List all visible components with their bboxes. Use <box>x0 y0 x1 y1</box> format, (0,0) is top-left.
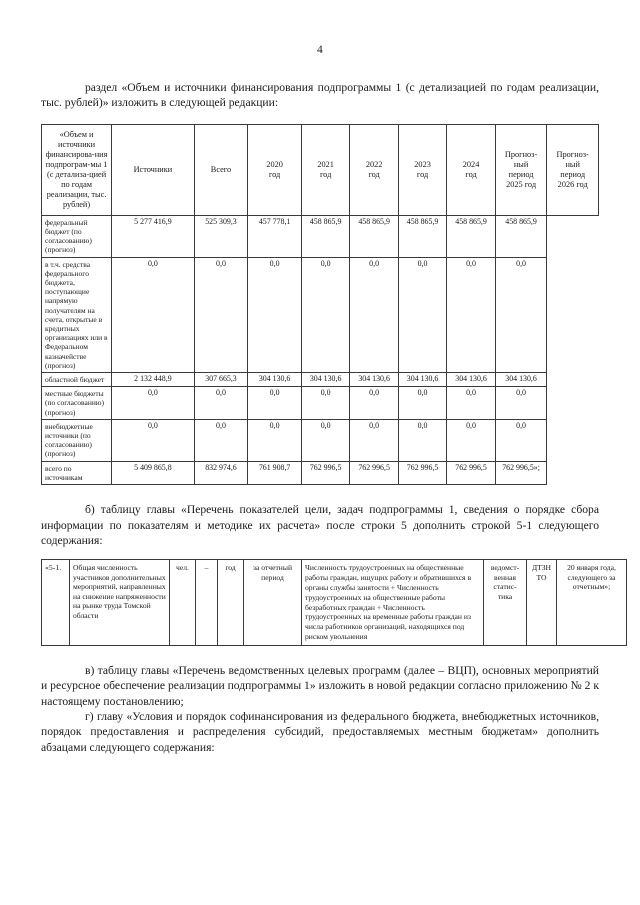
finance-cell-2020: 0,0 <box>194 387 248 420</box>
finance-cell-2026: 458 865,9 <box>495 215 547 257</box>
page-number: 4 <box>317 44 323 56</box>
finance-cell-2025: 0,0 <box>447 257 495 372</box>
finance-cell-2024: 762 996,5 <box>398 461 446 484</box>
indicator-row-unit: чел. <box>170 560 196 645</box>
indicator-table <box>41 559 627 645</box>
indicator-row-responsible: ДТЗН ТО <box>527 560 557 645</box>
finance-header-2024-word: год <box>465 169 477 179</box>
finance-header-2022-year: 2022 <box>365 159 383 169</box>
paragraph-b-block <box>41 502 599 548</box>
finance-table-header-row <box>42 124 599 215</box>
indicator-row-period: за отчетный период <box>244 560 302 645</box>
intro-paragraph-block <box>41 80 599 111</box>
table-row <box>42 215 599 257</box>
finance-cell-2021: 0,0 <box>248 387 302 420</box>
finance-cell-2024: 304 130,6 <box>398 373 446 387</box>
finance-cell-2022: 0,0 <box>301 387 349 420</box>
finance-cell-2023: 304 130,6 <box>350 373 398 387</box>
finance-cell-2020: 832 974,6 <box>194 461 248 484</box>
finance-cell-2022: 762 996,5 <box>301 461 349 484</box>
indicator-row-formula: Численность трудоустроенных на общественные работы граждан, ищущих работу и обратившихся в органы службы занятости + Численность трудоустроенных на общественные работы безработных граждан + Численность трудоустроенных на временные работы граждан из числа работников организаций, находящихся под риском увольнения <box>302 560 484 645</box>
finance-header-2022-word: год <box>368 169 380 179</box>
finance-cell-2024: 0,0 <box>398 387 446 420</box>
finance-cell-total: 5 409 865,8 <box>112 461 195 484</box>
finance-row-source: всего по источникам <box>42 461 112 484</box>
forecast-2026-line1: Прогноз- <box>556 149 589 159</box>
finance-cell-2025: 304 130,6 <box>447 373 495 387</box>
finance-cell-2026: 0,0 <box>495 387 547 420</box>
finance-header-2022 <box>350 124 398 215</box>
finance-cell-2024: 458 865,9 <box>398 215 446 257</box>
table-row <box>42 560 627 645</box>
table-row <box>42 461 599 484</box>
finance-table <box>41 124 599 485</box>
paragraph-g: г) главу «Условия и порядок софинансирования из федерального бюджета, внебюджетных источников, порядок предоставления и распределения субсидий, предоставляемых местным бюджетам» дополнить абзацами следующего содержания: <box>41 709 599 754</box>
finance-cell-2022: 458 865,9 <box>301 215 349 257</box>
finance-cell-2020: 307 665,3 <box>194 373 248 387</box>
finance-header-2023-year: 2023 <box>414 159 431 169</box>
finance-cell-total: 0,0 <box>112 419 195 461</box>
finance-cell-2023: 0,0 <box>350 419 398 461</box>
finance-cell-2026: 304 130,6 <box>495 373 547 387</box>
table-row <box>42 257 599 372</box>
finance-row-source: внебюджетные источники (по согласованию) (прогноз) <box>42 419 112 461</box>
finance-header-2020 <box>248 124 302 215</box>
finance-header-2023-word: год <box>416 169 429 179</box>
finance-cell-2021: 457 778,1 <box>248 215 302 257</box>
finance-cell-2025: 0,0 <box>447 387 495 420</box>
finance-cell-2025: 458 865,9 <box>447 215 495 257</box>
intro-paragraph: раздел «Объем и источники финансирования подпрограммы 1 (с детализацией по годам реализации, тыс. рублей)» изложить в следующей редакции: <box>41 81 599 110</box>
finance-cell-2023: 0,0 <box>350 387 398 420</box>
finance-header-2020-year: 2020 <box>266 159 283 169</box>
indicator-row-source: ведомст-венная статис-тика <box>484 560 527 645</box>
table-row <box>42 373 599 387</box>
finance-cell-2021: 304 130,6 <box>248 373 302 387</box>
finance-header-forecast-2026 <box>547 124 599 215</box>
paragraph-v-block <box>41 663 599 755</box>
finance-cell-2021: 761 908,7 <box>248 461 302 484</box>
finance-cell-2020: 0,0 <box>194 419 248 461</box>
indicator-table-body <box>42 560 627 645</box>
finance-row-source: местные бюджеты (по согласованию) (прогноз) <box>42 387 112 420</box>
paragraph-b: б) таблицу главы «Перечень показателей цели, задач подпрограммы 1, сведения о порядке сбора информации по показателям и методике их расчета» после строки 5 дополнить строкой 5-1 следующего содержания: <box>41 503 599 547</box>
finance-header-sources: Источники <box>112 124 195 215</box>
finance-cell-2021: 0,0 <box>248 257 302 372</box>
finance-cell-2026: 0,0 <box>495 257 547 372</box>
indicator-row-number: «5-1. <box>42 560 70 645</box>
table-row <box>42 419 599 461</box>
forecast-2025-line1: Прогноз- <box>504 149 538 159</box>
finance-cell-2022: 0,0 <box>301 419 349 461</box>
finance-cell-2026: 0,0 <box>495 419 547 461</box>
forecast-2026-line3: период <box>560 169 586 179</box>
finance-cell-2024: 0,0 <box>398 257 446 372</box>
finance-row-source: федеральный бюджет (по согласованию) (прогноз) <box>42 215 112 257</box>
finance-cell-total: 0,0 <box>112 257 195 372</box>
finance-cell-2026: 762 996,5»; <box>495 461 547 484</box>
finance-header-2021-word: год <box>319 169 332 179</box>
finance-header-2021-year: 2021 <box>317 159 334 169</box>
finance-header-2024-year: 2024 <box>462 159 480 169</box>
indicator-row-deadline: 20 января года, следующего за отчетным»; <box>557 560 627 645</box>
indicator-row-name: Общая численность участников дополнительных мероприятий, направленных на снижение напряженности на рынке труда Томской области <box>70 560 170 645</box>
finance-header-2021 <box>301 124 349 215</box>
finance-header-total: Всего <box>194 124 248 215</box>
finance-cell-total: 0,0 <box>112 387 195 420</box>
finance-cell-total: 2 132 448,9 <box>112 373 195 387</box>
finance-header-forecast-2025 <box>495 124 547 215</box>
finance-cell-2021: 0,0 <box>248 419 302 461</box>
finance-cell-2023: 458 865,9 <box>350 215 398 257</box>
table-row <box>42 387 599 420</box>
finance-cell-2022: 0,0 <box>301 257 349 372</box>
finance-cell-2023: 0,0 <box>350 257 398 372</box>
finance-cell-total: 5 277 416,9 <box>112 215 195 257</box>
finance-table-body <box>42 215 599 484</box>
finance-table-title-cell: «Объем и источники финансирова-ния подпрограм-мы 1 (с детализа-цией по годам реализации, тыс. рублей) <box>42 124 112 215</box>
indicator-row-period-unit: год <box>218 560 244 645</box>
forecast-2025-line3: период <box>508 169 534 179</box>
finance-header-2023 <box>398 124 446 215</box>
finance-cell-2020: 0,0 <box>194 257 248 372</box>
indicator-row-dash: – <box>196 560 218 645</box>
finance-cell-2020: 525 309,3 <box>194 215 248 257</box>
finance-cell-2022: 304 130,6 <box>301 373 349 387</box>
finance-header-2020-word: год <box>268 169 281 179</box>
finance-cell-2023: 762 996,5 <box>350 461 398 484</box>
finance-row-source: областной бюджет <box>42 373 112 387</box>
finance-cell-2024: 0,0 <box>398 419 446 461</box>
finance-row-source: в т.ч. средства федерального бюджета, поступающие напрямую получателям на счета, открытые в кредитных организациях или в Федеральном казначействе (прогноз) <box>42 257 112 372</box>
finance-cell-2025: 0,0 <box>447 419 495 461</box>
paragraph-v: в) таблицу главы «Перечень ведомственных целевых программ (далее – ВЦП), основных мероприятий и ресурсное обеспечение реализации подпрограммы 1» изложить в новой редакции согласно приложению № 2 к настоящему постановлению; <box>41 663 599 708</box>
forecast-2025-line4: 2025 год <box>506 179 537 189</box>
forecast-2026-line4: 2026 год <box>557 179 588 189</box>
finance-cell-2025: 762 996,5 <box>447 461 495 484</box>
forecast-2026-line2: ный <box>565 159 580 169</box>
finance-header-2024 <box>447 124 495 215</box>
finance-table-head <box>42 124 599 215</box>
forecast-2025-line2: ный <box>513 159 529 169</box>
